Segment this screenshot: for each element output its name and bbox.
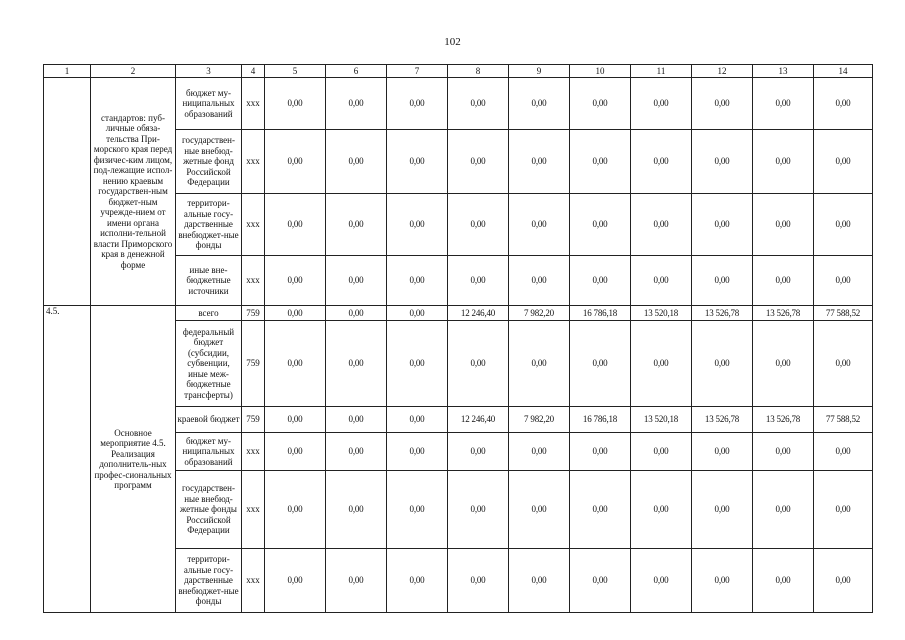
header-cell: 12 bbox=[692, 65, 753, 78]
header-cell: 14 bbox=[814, 65, 873, 78]
value-cell: 0,00 bbox=[265, 130, 326, 194]
value-cell: 13 526,78 bbox=[692, 306, 753, 321]
value-cell: 0,00 bbox=[570, 321, 631, 407]
value-cell: 0,00 bbox=[509, 130, 570, 194]
value-cell: 0,00 bbox=[570, 549, 631, 613]
code-cell: 759 bbox=[242, 306, 265, 321]
header-cell: 10 bbox=[570, 65, 631, 78]
value-cell: 0,00 bbox=[631, 321, 692, 407]
value-cell: 0,00 bbox=[753, 321, 814, 407]
funding-source-cell: территори-альные госу-дарственные внебюджет-ные фонды bbox=[176, 549, 242, 613]
value-cell: 0,00 bbox=[692, 549, 753, 613]
value-cell: 13 526,78 bbox=[692, 407, 753, 433]
code-cell: 759 bbox=[242, 407, 265, 433]
value-cell: 0,00 bbox=[814, 471, 873, 549]
header-cell: 1 bbox=[44, 65, 91, 78]
table-row bbox=[44, 78, 873, 130]
value-cell: 0,00 bbox=[448, 433, 509, 471]
funding-source-cell: бюджет му-ниципальных образований bbox=[176, 433, 242, 471]
value-cell: 0,00 bbox=[631, 471, 692, 549]
value-cell: 0,00 bbox=[814, 194, 873, 256]
header-cell: 9 bbox=[509, 65, 570, 78]
value-cell: 0,00 bbox=[387, 407, 448, 433]
value-cell: 0,00 bbox=[509, 78, 570, 130]
row-number-cell: 4.5. bbox=[44, 306, 91, 613]
value-cell: 0,00 bbox=[387, 256, 448, 306]
value-cell: 0,00 bbox=[448, 549, 509, 613]
code-cell: ххх bbox=[242, 194, 265, 256]
value-cell: 0,00 bbox=[387, 471, 448, 549]
value-cell: 0,00 bbox=[448, 321, 509, 407]
funding-source-cell: государствен-ные внебюд-жетные фонды Российской Федерации bbox=[176, 471, 242, 549]
funding-source-cell: государствен-ные внебюд-жетные фонд Российской Федерации bbox=[176, 130, 242, 194]
value-cell: 16 786,18 bbox=[570, 306, 631, 321]
funding-source-cell: территори-альные госу-дарственные внебюджет-ные фонды bbox=[176, 194, 242, 256]
value-cell: 13 526,78 bbox=[753, 306, 814, 321]
header-cell: 13 bbox=[753, 65, 814, 78]
value-cell: 0,00 bbox=[265, 256, 326, 306]
code-cell: ххх bbox=[242, 471, 265, 549]
value-cell: 13 526,78 bbox=[753, 407, 814, 433]
value-cell: 0,00 bbox=[326, 433, 387, 471]
value-cell: 0,00 bbox=[509, 256, 570, 306]
value-cell: 0,00 bbox=[265, 306, 326, 321]
value-cell: 0,00 bbox=[265, 471, 326, 549]
value-cell: 0,00 bbox=[387, 321, 448, 407]
value-cell: 0,00 bbox=[692, 433, 753, 471]
value-cell: 0,00 bbox=[448, 78, 509, 130]
funding-source-cell: федеральный бюджет (субсидии, субвенции, иные меж-бюджетные трансферты) bbox=[176, 321, 242, 407]
code-cell: ххх bbox=[242, 549, 265, 613]
value-cell: 0,00 bbox=[387, 433, 448, 471]
funding-source-cell: всего bbox=[176, 306, 242, 321]
value-cell: 13 520,18 bbox=[631, 306, 692, 321]
value-cell: 0,00 bbox=[509, 433, 570, 471]
value-cell: 0,00 bbox=[570, 433, 631, 471]
value-cell: 0,00 bbox=[814, 433, 873, 471]
value-cell: 0,00 bbox=[570, 256, 631, 306]
funding-source-cell: краевой бюджет bbox=[176, 407, 242, 433]
budget-table bbox=[43, 64, 873, 613]
value-cell: 0,00 bbox=[326, 407, 387, 433]
value-cell: 0,00 bbox=[631, 549, 692, 613]
header-cell: 5 bbox=[265, 65, 326, 78]
value-cell: 0,00 bbox=[265, 433, 326, 471]
value-cell: 0,00 bbox=[692, 194, 753, 256]
value-cell: 0,00 bbox=[448, 194, 509, 256]
value-cell: 16 786,18 bbox=[570, 407, 631, 433]
description-cell: стандартов: пуб-личные обяза-тельства При-морского края перед физичес-ким лицом, под-лежащие испол-нению краевым государствен-ным бюджет-ным учрежде-нием от имени органа исполни-тельной власти Приморского края в денежной форме bbox=[91, 78, 176, 306]
value-cell: 0,00 bbox=[814, 78, 873, 130]
code-cell: ххх bbox=[242, 130, 265, 194]
value-cell: 12 246,40 bbox=[448, 306, 509, 321]
value-cell: 0,00 bbox=[326, 256, 387, 306]
value-cell: 0,00 bbox=[326, 78, 387, 130]
value-cell: 0,00 bbox=[753, 78, 814, 130]
header-cell: 6 bbox=[326, 65, 387, 78]
code-cell: ххх bbox=[242, 78, 265, 130]
value-cell: 0,00 bbox=[265, 407, 326, 433]
value-cell: 0,00 bbox=[448, 471, 509, 549]
value-cell: 13 520,18 bbox=[631, 407, 692, 433]
value-cell: 0,00 bbox=[387, 194, 448, 256]
value-cell: 0,00 bbox=[326, 321, 387, 407]
value-cell: 0,00 bbox=[631, 256, 692, 306]
value-cell: 0,00 bbox=[326, 130, 387, 194]
value-cell: 0,00 bbox=[753, 256, 814, 306]
value-cell: 0,00 bbox=[509, 321, 570, 407]
value-cell: 0,00 bbox=[631, 194, 692, 256]
value-cell: 0,00 bbox=[265, 321, 326, 407]
page-number: 102 bbox=[444, 36, 461, 48]
header-cell: 11 bbox=[631, 65, 692, 78]
value-cell: 0,00 bbox=[753, 433, 814, 471]
value-cell: 7 982,20 bbox=[509, 407, 570, 433]
value-cell: 0,00 bbox=[265, 549, 326, 613]
value-cell: 0,00 bbox=[509, 471, 570, 549]
value-cell: 0,00 bbox=[814, 549, 873, 613]
value-cell: 0,00 bbox=[753, 194, 814, 256]
value-cell: 0,00 bbox=[692, 321, 753, 407]
value-cell: 0,00 bbox=[570, 471, 631, 549]
header-row bbox=[44, 65, 873, 78]
code-cell: ххх bbox=[242, 433, 265, 471]
value-cell: 0,00 bbox=[265, 78, 326, 130]
value-cell: 0,00 bbox=[753, 130, 814, 194]
value-cell: 0,00 bbox=[387, 78, 448, 130]
table-body bbox=[44, 65, 873, 613]
header-cell: 3 bbox=[176, 65, 242, 78]
value-cell: 0,00 bbox=[753, 471, 814, 549]
value-cell: 0,00 bbox=[570, 194, 631, 256]
value-cell: 0,00 bbox=[753, 549, 814, 613]
value-cell: 0,00 bbox=[265, 194, 326, 256]
value-cell: 0,00 bbox=[692, 130, 753, 194]
value-cell: 0,00 bbox=[509, 194, 570, 256]
code-cell: ххх bbox=[242, 256, 265, 306]
value-cell: 0,00 bbox=[570, 130, 631, 194]
value-cell: 0,00 bbox=[448, 130, 509, 194]
value-cell: 0,00 bbox=[326, 194, 387, 256]
value-cell: 0,00 bbox=[692, 78, 753, 130]
value-cell: 77 588,52 bbox=[814, 306, 873, 321]
value-cell: 77 588,52 bbox=[814, 407, 873, 433]
value-cell: 0,00 bbox=[814, 256, 873, 306]
value-cell: 0,00 bbox=[509, 549, 570, 613]
value-cell: 0,00 bbox=[631, 433, 692, 471]
value-cell: 0,00 bbox=[326, 306, 387, 321]
header-cell: 4 bbox=[242, 65, 265, 78]
value-cell: 0,00 bbox=[814, 130, 873, 194]
value-cell: 0,00 bbox=[814, 321, 873, 407]
code-cell: 759 bbox=[242, 321, 265, 407]
value-cell: 0,00 bbox=[326, 549, 387, 613]
value-cell: 0,00 bbox=[326, 471, 387, 549]
funding-source-cell: бюджет му-ниципальных образований bbox=[176, 78, 242, 130]
value-cell: 0,00 bbox=[692, 471, 753, 549]
value-cell: 0,00 bbox=[692, 256, 753, 306]
header-cell: 7 bbox=[387, 65, 448, 78]
header-cell: 8 bbox=[448, 65, 509, 78]
value-cell: 0,00 bbox=[570, 78, 631, 130]
value-cell: 12 246,40 bbox=[448, 407, 509, 433]
description-cell: Основное мероприятие 4.5. Реализация дополнитель-ных профес-сиональных программ bbox=[91, 306, 176, 613]
value-cell: 0,00 bbox=[387, 306, 448, 321]
value-cell: 0,00 bbox=[631, 78, 692, 130]
funding-source-cell: иные вне-бюджетные источники bbox=[176, 256, 242, 306]
header-cell: 2 bbox=[91, 65, 176, 78]
value-cell: 0,00 bbox=[387, 130, 448, 194]
value-cell: 0,00 bbox=[448, 256, 509, 306]
row-number-cell bbox=[44, 78, 91, 306]
value-cell: 0,00 bbox=[631, 130, 692, 194]
value-cell: 7 982,20 bbox=[509, 306, 570, 321]
table-row bbox=[44, 306, 873, 321]
value-cell: 0,00 bbox=[387, 549, 448, 613]
